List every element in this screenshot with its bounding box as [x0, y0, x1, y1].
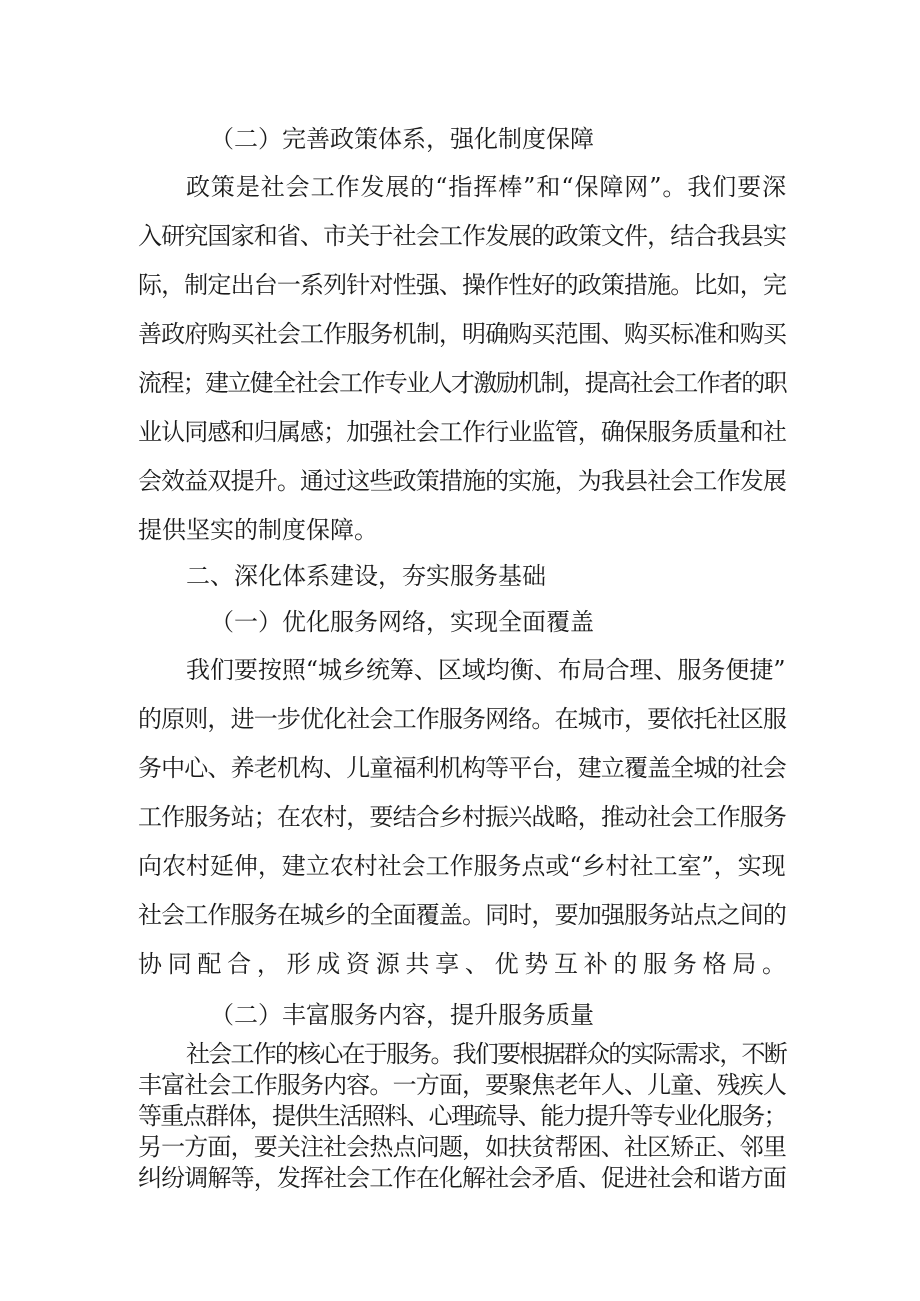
paragraph-line: 际，制定出台一系列针对性强、操作性好的政策措施。比如，完	[138, 271, 786, 299]
paragraph-line: 丰富社会工作服务内容。一方面，要聚焦老年人、儿童、残疾人	[138, 1071, 786, 1099]
section-subheading: （二）完善政策体系，强化制度保障	[210, 125, 594, 153]
paragraph-line: 另一方面，要关注社会热点问题，如扶贫帮困、社区矫正、邻里	[138, 1133, 786, 1161]
paragraph-line: 政策是社会工作发展的“指挥棒”和“保障网”。我们要深	[186, 173, 787, 201]
paragraph-line: 我们要按照“城乡统筹、区域均衡、布局合理、服务便捷”	[186, 656, 786, 684]
paragraph-line: 入研究国家和省、市关于社会工作发展的政策文件，结合我县实	[138, 222, 786, 250]
section-subheading: （二）丰富服务内容，提升服务质量	[210, 1001, 594, 1029]
section-heading: 二、深化体系建设，夯实服务基础	[186, 562, 546, 590]
paragraph-line: 社会工作的核心在于服务。我们要根据群众的实际需求，不断	[186, 1040, 786, 1068]
paragraph-line: 的原则，进一步优化社会工作服务网络。在城市，要依托社区服	[138, 705, 786, 733]
section-subheading: （一）优化服务网络，实现全面覆盖	[210, 608, 594, 636]
paragraph-line: 提供坚实的制度保障。	[138, 516, 378, 544]
paragraph-line: 工作服务站；在农村，要结合乡村振兴战略，推动社会工作服务	[138, 803, 786, 831]
paragraph-line: 流程；建立健全社会工作专业人才激励机制，提高社会工作者的职	[138, 369, 786, 397]
paragraph-line: 等重点群体，提供生活照料、心理疏导、能力提升等专业化服务；	[138, 1102, 786, 1130]
paragraph-line: 务中心、养老机构、儿童福利机构等平台，建立覆盖全城的社会	[138, 754, 786, 782]
paragraph-line: 向农村延伸，建立农村社会工作服务点或“乡村社工室”，实现	[138, 852, 786, 880]
paragraph-line: 业认同感和归属感；加强社会工作行业监管，确保服务质量和社	[138, 418, 786, 446]
paragraph-line: 会效益双提升。通过这些政策措施的实施，为我县社会工作发展	[138, 467, 786, 495]
paragraph-line: 善政府购买社会工作服务机制，明确购买范围、购买标准和购买	[138, 320, 786, 348]
paragraph-line: 纠纷调解等，发挥社会工作在化解社会矛盾、促进社会和谐方面	[138, 1164, 786, 1192]
paragraph-line: 协同配合，形成资源共享、优势互补的服务格局。	[138, 950, 792, 978]
paragraph-line: 社会工作服务在城乡的全面覆盖。同时，要加强服务站点之间的	[138, 901, 786, 929]
